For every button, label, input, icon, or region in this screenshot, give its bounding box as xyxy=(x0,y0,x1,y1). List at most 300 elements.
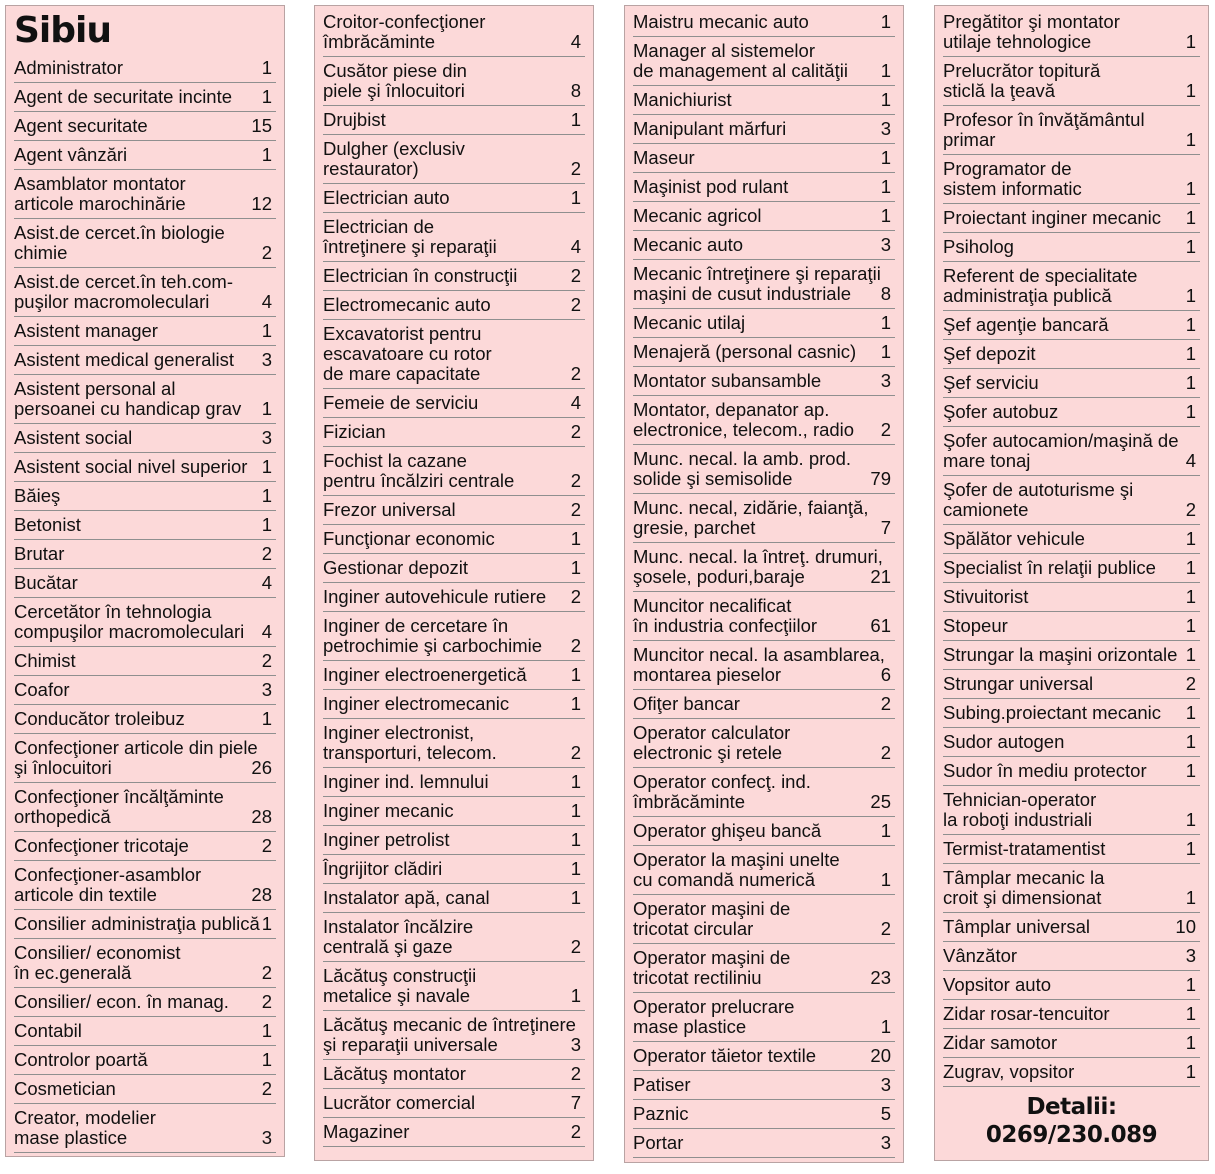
job-title xyxy=(633,400,875,440)
job-entry xyxy=(633,8,895,37)
job-count: 1 xyxy=(570,985,581,1006)
job-count: 1 xyxy=(880,89,891,110)
job-title: Şef serviciu xyxy=(943,372,1039,393)
job-title: Paznic xyxy=(633,1103,689,1124)
job-title-line: maşini de cusut industriale xyxy=(633,283,851,304)
job-entry xyxy=(323,213,585,262)
job-title-line: Manager al sistemelor xyxy=(633,40,815,61)
job-entry xyxy=(943,57,1200,106)
job-entry xyxy=(14,939,276,988)
job-title xyxy=(943,266,1180,306)
job-title: Agent securitate xyxy=(14,115,148,136)
job-entry xyxy=(14,647,276,676)
job-count: 28 xyxy=(251,884,272,905)
job-title: Subing.proiectant mecanic xyxy=(943,702,1162,723)
job-title-line: Operator maşini de xyxy=(633,898,791,919)
column-4 xyxy=(934,5,1209,1161)
job-entry xyxy=(943,1058,1200,1087)
job-title-line: Pregătitor şi montator xyxy=(943,11,1120,32)
job-count: 1 xyxy=(1185,586,1196,607)
job-count: 1 xyxy=(570,829,581,850)
job-count: 2 xyxy=(570,158,581,179)
job-title xyxy=(14,787,256,827)
job-count: 4 xyxy=(1185,450,1196,471)
job-title-line: Şofer autocamion/maşină de xyxy=(943,430,1179,451)
job-title xyxy=(943,868,1180,908)
job-title-line: Prelucrător topitură xyxy=(943,60,1101,81)
job-title xyxy=(323,139,565,179)
job-title: Electrician în construcţii xyxy=(323,265,518,286)
job-count: 7 xyxy=(570,1092,581,1113)
job-entry xyxy=(943,670,1200,699)
job-title-line: Muncitor necalificat xyxy=(633,595,792,616)
job-count: 1 xyxy=(1185,129,1196,150)
job-title-line: electronic şi retele xyxy=(633,742,783,763)
job-entry xyxy=(14,861,276,910)
job-title-line: administraţia publică xyxy=(943,285,1112,306)
job-title xyxy=(323,451,565,491)
job-count: 1 xyxy=(880,312,891,333)
job-title: Asistent social xyxy=(14,427,133,448)
job-count: 1 xyxy=(261,913,272,934)
job-count: 1 xyxy=(1185,760,1196,781)
job-title-line: Operator prelucrare xyxy=(633,996,795,1017)
job-entry xyxy=(14,734,276,783)
job-count: 1 xyxy=(1185,178,1196,199)
job-entry xyxy=(943,1000,1200,1029)
job-title xyxy=(14,1108,256,1148)
job-title: Menajeră (personal casnic) xyxy=(633,341,857,362)
job-entry xyxy=(633,309,895,338)
job-entry xyxy=(14,783,276,832)
job-title-line: întreţinere şi reparaţii xyxy=(323,236,497,257)
job-title-line: transporturi, telecom. xyxy=(323,742,497,763)
job-entry xyxy=(943,835,1200,864)
job-title-line: orthopedică xyxy=(14,806,111,827)
job-title-line: Cusător piese din xyxy=(323,60,467,81)
job-title xyxy=(943,12,1180,52)
job-title-line: Confecţioner-asamblor xyxy=(14,864,202,885)
job-list xyxy=(323,8,585,1147)
job-count: 1 xyxy=(570,800,581,821)
job-title-line: şi înlocuitori xyxy=(14,757,112,778)
job-entry xyxy=(14,424,276,453)
job-entry xyxy=(14,375,276,424)
job-title: Patiser xyxy=(633,1074,691,1095)
job-entry xyxy=(633,173,895,202)
job-count: 1 xyxy=(1185,1032,1196,1053)
job-count: 4 xyxy=(261,621,272,642)
job-title-line: petrochimie şi carbochimie xyxy=(323,635,543,656)
job-count: 1 xyxy=(261,1020,272,1041)
job-count: 3 xyxy=(880,1074,891,1095)
job-title-line: Inginer de cercetare în xyxy=(323,615,509,636)
job-entry xyxy=(323,554,585,583)
job-count: 2 xyxy=(570,936,581,957)
job-title-line: de management al calităţii xyxy=(633,60,848,81)
job-entry xyxy=(943,913,1200,942)
job-entry xyxy=(14,598,276,647)
job-count: 7 xyxy=(880,517,891,538)
job-title-line: Muncitor necal. la asamblarea, xyxy=(633,644,885,665)
job-count: 4 xyxy=(570,31,581,52)
job-count: 2 xyxy=(570,421,581,442)
job-count: 10 xyxy=(1175,916,1196,937)
job-entry xyxy=(323,884,585,913)
job-count: 1 xyxy=(570,771,581,792)
job-entry xyxy=(14,453,276,482)
job-title: Electrician auto xyxy=(323,187,450,208)
job-entry xyxy=(633,1071,895,1100)
job-count: 3 xyxy=(880,118,891,139)
job-count: 1 xyxy=(880,176,891,197)
job-title: Spălător vehicule xyxy=(943,528,1085,549)
job-count: 2 xyxy=(261,543,272,564)
job-count: 25 xyxy=(870,791,891,812)
job-entry xyxy=(14,112,276,141)
job-title-line: Operator calculator xyxy=(633,722,791,743)
job-entry xyxy=(14,511,276,540)
job-title: Termist-tratamentist xyxy=(943,838,1106,859)
job-count: 2 xyxy=(880,693,891,714)
job-entry xyxy=(14,988,276,1017)
job-entry xyxy=(633,690,895,719)
job-count: 1 xyxy=(570,887,581,908)
job-entry xyxy=(943,155,1200,204)
job-title xyxy=(14,223,256,263)
job-count: 23 xyxy=(870,967,891,988)
job-count: 2 xyxy=(1185,673,1196,694)
job-count: 1 xyxy=(570,528,581,549)
job-title-line: persoanei cu handicap grav xyxy=(14,398,242,419)
job-entry xyxy=(943,1029,1200,1058)
job-entry xyxy=(943,641,1200,670)
job-title: Stopeur xyxy=(943,615,1008,636)
job-title-line: Tâmplar mecanic la xyxy=(943,867,1105,888)
job-title xyxy=(323,616,565,656)
job-title: Brutar xyxy=(14,543,65,564)
job-count: 8 xyxy=(570,80,581,101)
job-title-line: articole marochinărie xyxy=(14,193,186,214)
job-count: 1 xyxy=(570,109,581,130)
job-title: Frezor universal xyxy=(323,499,456,520)
job-entry xyxy=(14,482,276,511)
job-title-line: mare tonaj xyxy=(943,450,1031,471)
job-title-line: îmbrăcăminte xyxy=(633,791,746,812)
job-entry xyxy=(323,661,585,690)
job-count: 1 xyxy=(880,147,891,168)
job-entry xyxy=(633,86,895,115)
job-title xyxy=(323,324,565,384)
job-title: Magaziner xyxy=(323,1121,410,1142)
job-title: Agent vânzări xyxy=(14,144,128,165)
job-title xyxy=(943,790,1180,830)
job-title-line: Programator de xyxy=(943,158,1072,179)
job-title: Inginer electromecanic xyxy=(323,693,510,714)
job-title-line: Dulgher (exclusiv xyxy=(323,138,465,159)
job-title-line: chimie xyxy=(14,242,68,263)
job-title: Băieş xyxy=(14,485,61,506)
job-title: Confecţioner tricotaje xyxy=(14,835,189,856)
job-count: 2 xyxy=(570,470,581,491)
job-count: 3 xyxy=(880,370,891,391)
job-title-line: Munc. necal. la întreţ. drumuri, xyxy=(633,546,883,567)
job-title xyxy=(14,272,256,312)
job-title-line: Creator, modelier xyxy=(14,1107,156,1128)
job-title-line: solide şi semisolide xyxy=(633,468,793,489)
job-title: Asistent manager xyxy=(14,320,158,341)
job-title-line: Croitor-confecţioner xyxy=(323,11,486,32)
job-title-line: Asist.de cercet.în biologie xyxy=(14,222,225,243)
job-title: Vânzător xyxy=(943,945,1018,966)
job-title: Psiholog xyxy=(943,236,1014,257)
job-title: Şofer autobuz xyxy=(943,401,1059,422)
job-count: 2 xyxy=(570,635,581,656)
job-entry xyxy=(14,705,276,734)
job-entry xyxy=(943,476,1200,525)
job-entry xyxy=(943,398,1200,427)
job-title: Stivuitorist xyxy=(943,586,1029,607)
job-entry xyxy=(943,757,1200,786)
job-title xyxy=(14,738,256,778)
job-entry xyxy=(323,291,585,320)
job-count: 1 xyxy=(261,708,272,729)
job-title: Conducător troleibuz xyxy=(14,708,185,729)
job-entry xyxy=(943,583,1200,612)
job-count: 1 xyxy=(570,858,581,879)
job-count: 1 xyxy=(261,485,272,506)
job-entry xyxy=(633,115,895,144)
job-title-line: Excavatorist pentru xyxy=(323,323,482,344)
job-title-line: restaurator) xyxy=(323,158,419,179)
job-title-line: Munc. necal, zidărie, faianţă, xyxy=(633,497,869,518)
job-title xyxy=(943,431,1180,471)
job-entry xyxy=(943,786,1200,835)
job-title: Maşinist pod rulant xyxy=(633,176,789,197)
job-title-line: Consilier/ economist xyxy=(14,942,181,963)
job-entry xyxy=(943,8,1200,57)
job-count: 2 xyxy=(261,835,272,856)
job-title-line: de mare capacitate xyxy=(323,363,481,384)
job-entry xyxy=(633,260,895,309)
job-title xyxy=(633,723,875,763)
job-title xyxy=(943,480,1180,520)
job-entry xyxy=(633,1129,895,1158)
job-title: Operator tăietor textile xyxy=(633,1045,817,1066)
job-count: 1 xyxy=(1185,1003,1196,1024)
job-count: 1 xyxy=(1185,314,1196,335)
job-title-line: Fochist la cazane xyxy=(323,450,467,471)
job-title-line: montarea pieselor xyxy=(633,664,782,685)
job-title: Mecanic utilaj xyxy=(633,312,746,333)
job-count: 1 xyxy=(1185,615,1196,636)
job-count: 15 xyxy=(251,115,272,136)
job-entry xyxy=(323,913,585,962)
job-title: Gestionar depozit xyxy=(323,557,469,578)
job-entry xyxy=(14,54,276,83)
job-title: Inginer electroenergetică xyxy=(323,664,527,685)
job-title-line: Lăcătuş mecanic de întreţinere xyxy=(323,1014,576,1035)
job-title: Maseur xyxy=(633,147,695,168)
job-count: 5 xyxy=(880,1103,891,1124)
job-title-line: Montator, depanator ap. xyxy=(633,399,830,420)
job-title: Manipulant mărfuri xyxy=(633,118,787,139)
job-count: 4 xyxy=(261,291,272,312)
job-title-line: electronice, telecom., radio xyxy=(633,419,855,440)
job-entry xyxy=(323,1011,585,1060)
job-entry xyxy=(943,728,1200,757)
job-count: 79 xyxy=(870,468,891,489)
job-title xyxy=(14,602,256,642)
job-entry xyxy=(633,37,895,86)
job-title-line: metalice şi navale xyxy=(323,985,471,1006)
job-title: Strungar la maşini orizontale xyxy=(943,644,1178,665)
job-count: 1 xyxy=(570,693,581,714)
job-entry xyxy=(14,676,276,705)
job-title: Inginer autovehicule rutiere xyxy=(323,586,547,607)
city-title: Sibiu xyxy=(14,10,112,51)
job-entry xyxy=(323,447,585,496)
job-title: Fizician xyxy=(323,421,386,442)
job-count: 1 xyxy=(570,664,581,685)
job-title-line: Operator maşini de xyxy=(633,947,791,968)
job-title-line: articole din textile xyxy=(14,884,157,905)
job-title: Funcţionar economic xyxy=(323,528,495,549)
job-title-line: Mecanic întreţinere şi reparaţii xyxy=(633,263,881,284)
job-count: 3 xyxy=(880,1132,891,1153)
job-entry xyxy=(633,768,895,817)
job-title: Asistent medical generalist xyxy=(14,349,235,370)
job-title-line: îmbrăcăminte xyxy=(323,31,436,52)
job-title: Inginer ind. lemnului xyxy=(323,771,489,792)
job-title-line: în ec.generală xyxy=(14,962,132,983)
job-title-line: Asistent personal al xyxy=(14,378,176,399)
job-title: Electromecanic auto xyxy=(323,294,491,315)
job-entry xyxy=(943,340,1200,369)
job-count: 1 xyxy=(880,820,891,841)
column-1 xyxy=(5,5,285,1157)
job-entry xyxy=(633,895,895,944)
job-count: 1 xyxy=(261,514,272,535)
job-entry xyxy=(323,418,585,447)
job-entry xyxy=(14,540,276,569)
job-count: 3 xyxy=(261,349,272,370)
job-title: Zugrav, vopsitor xyxy=(943,1061,1075,1082)
job-entry xyxy=(14,1046,276,1075)
job-title: Manichiurist xyxy=(633,89,732,110)
job-entry xyxy=(323,135,585,184)
job-entry xyxy=(633,494,895,543)
job-title-line: cu comandă numerică xyxy=(633,869,816,890)
job-entry xyxy=(14,832,276,861)
job-count: 2 xyxy=(570,586,581,607)
job-title-line: şi reparaţii universale xyxy=(323,1034,498,1055)
job-title xyxy=(943,110,1180,150)
job-count: 1 xyxy=(1185,236,1196,257)
job-title: Lucrător comercial xyxy=(323,1092,476,1113)
job-count: 2 xyxy=(570,1063,581,1084)
job-count: 2 xyxy=(570,499,581,520)
job-title-line: Munc. necal. la amb. prod. xyxy=(633,448,851,469)
job-entry xyxy=(633,592,895,641)
job-count: 1 xyxy=(261,86,272,107)
job-list xyxy=(633,8,895,1158)
job-count: 1 xyxy=(880,341,891,362)
job-entry xyxy=(323,1118,585,1147)
job-entry xyxy=(633,338,895,367)
job-entry xyxy=(943,233,1200,262)
job-entry xyxy=(14,1017,276,1046)
job-entry xyxy=(633,846,895,895)
job-title xyxy=(633,772,875,812)
job-title xyxy=(14,943,256,983)
job-title xyxy=(943,61,1180,101)
job-entry xyxy=(943,311,1200,340)
job-title xyxy=(633,948,875,988)
job-entry xyxy=(633,367,895,396)
job-count: 1 xyxy=(1185,974,1196,995)
job-entry xyxy=(14,141,276,170)
job-title-line: la roboţi industriali xyxy=(943,809,1093,830)
job-entry xyxy=(633,144,895,173)
job-entry xyxy=(323,855,585,884)
job-count: 1 xyxy=(1185,401,1196,422)
job-title: Betonist xyxy=(14,514,81,535)
job-title-line: tricotat rectiliniu xyxy=(633,967,762,988)
job-title xyxy=(633,644,885,685)
job-count: 1 xyxy=(1185,809,1196,830)
job-count: 1 xyxy=(261,144,272,165)
contact-details: Detalii: 0269/230.089 xyxy=(985,1094,1158,1148)
job-count: 3 xyxy=(261,427,272,448)
job-title-line: Lăcătuş construcţii xyxy=(323,965,477,986)
job-title-line: croit şi dimensionat xyxy=(943,887,1102,908)
job-entry xyxy=(14,219,276,268)
job-count: 3 xyxy=(261,679,272,700)
job-count: 2 xyxy=(261,242,272,263)
job-title: Proiectant inginer mecanic xyxy=(943,207,1161,228)
job-count: 4 xyxy=(570,392,581,413)
job-title xyxy=(323,61,565,101)
job-title: Zidar rosar-tencuitor xyxy=(943,1003,1110,1024)
job-count: 2 xyxy=(570,294,581,315)
job-count: 1 xyxy=(1185,644,1196,665)
job-title-line: compuşilor macromoleculari xyxy=(14,621,245,642)
job-title-line: camionete xyxy=(943,499,1029,520)
job-title: Administrator xyxy=(14,57,123,78)
job-count: 1 xyxy=(1185,80,1196,101)
job-count: 1 xyxy=(261,57,272,78)
job-title-line: sistem informatic xyxy=(943,178,1082,199)
job-entry xyxy=(943,204,1200,233)
job-title: Bucătar xyxy=(14,572,78,593)
job-title xyxy=(323,1014,576,1055)
job-count: 1 xyxy=(880,60,891,81)
job-title: Vopsitor auto xyxy=(943,974,1051,995)
job-entry xyxy=(943,525,1200,554)
job-entry xyxy=(943,612,1200,641)
job-title-line: piele şi înlocuitori xyxy=(323,80,465,101)
job-count: 1 xyxy=(1185,838,1196,859)
job-title-line: primar xyxy=(943,129,996,150)
job-count: 1 xyxy=(1185,343,1196,364)
job-title: Operator ghişeu bancă xyxy=(633,820,822,841)
job-entry xyxy=(323,57,585,106)
job-count: 1 xyxy=(261,320,272,341)
job-title: Mecanic agricol xyxy=(633,205,762,226)
job-entry xyxy=(633,1042,895,1071)
job-title-line: mase plastice xyxy=(633,1016,747,1037)
